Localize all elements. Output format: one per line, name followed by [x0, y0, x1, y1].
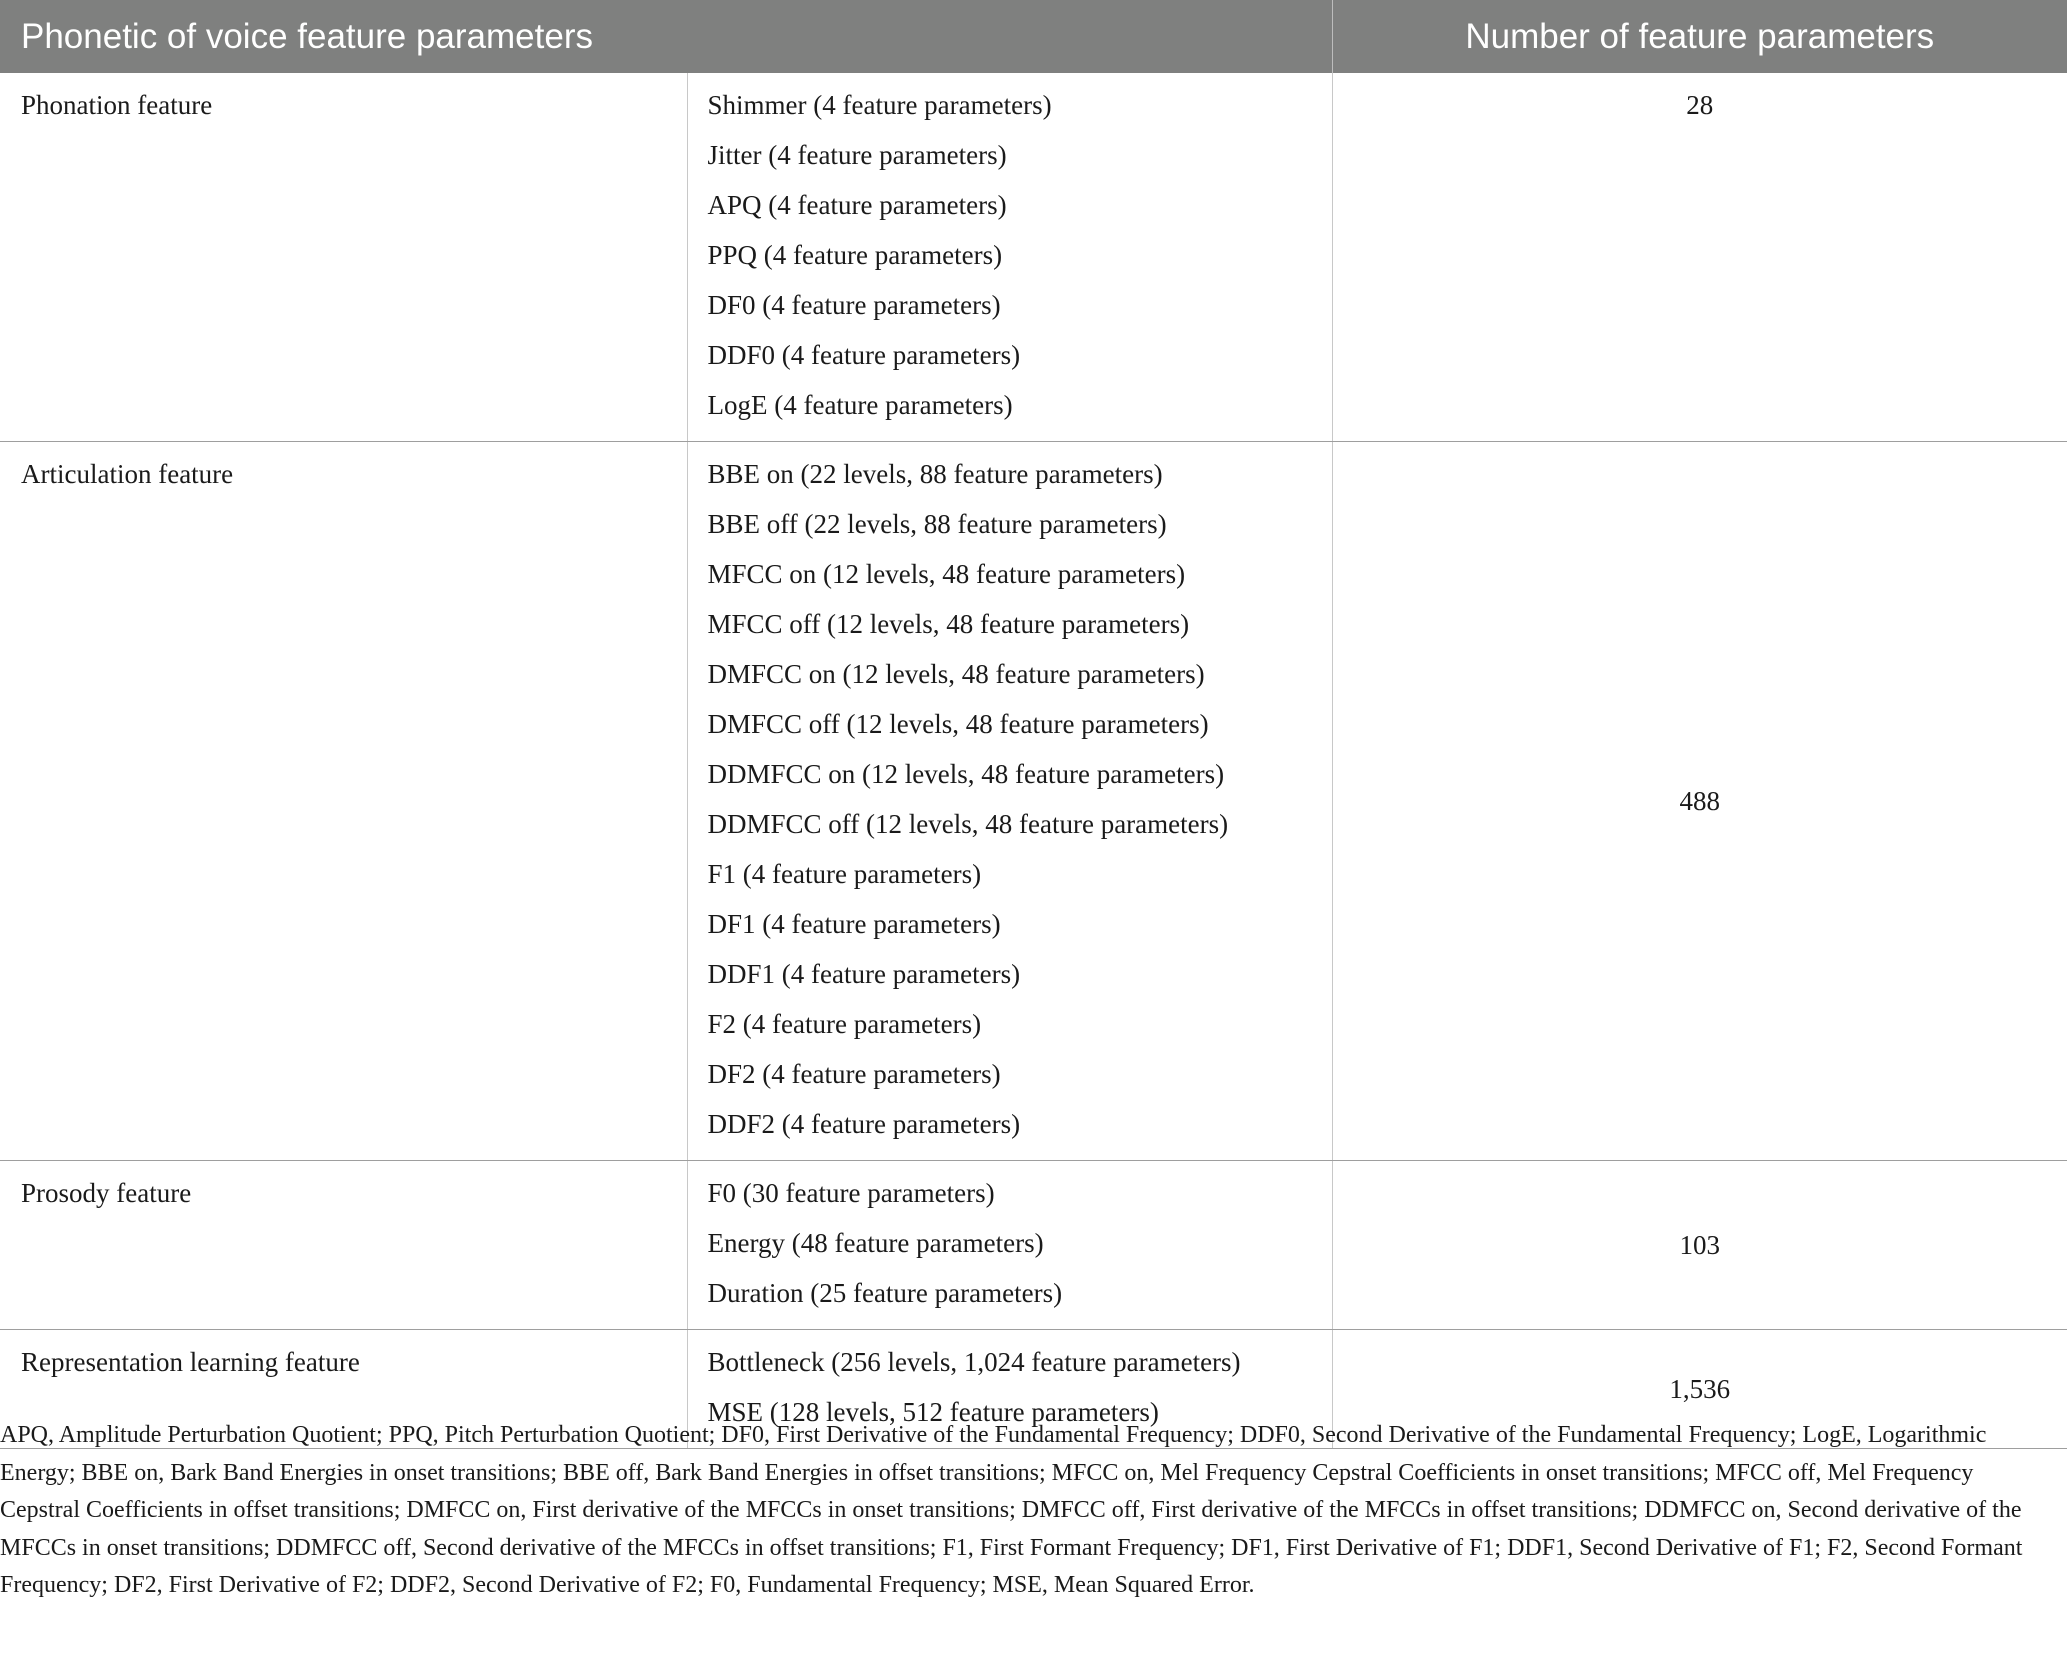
- subfeature-item: Bottleneck (256 levels, 1,024 feature parameters): [707, 1347, 1241, 1377]
- subfeature-item: Jitter (4 feature parameters): [707, 140, 1007, 170]
- subfeature-item: F0 (30 feature parameters): [707, 1178, 995, 1208]
- parameter-count: 1,536: [1669, 1374, 1731, 1404]
- count-cell: [1332, 442, 2067, 1161]
- table-footnote: APQ, Amplitude Perturbation Quotient; PPQ, Pitch Perturbation Quotient; DF0, First Derivative of the Fundamental Frequency; DDF0, Second Derivative of the Fundamental Frequency; LogE, Logarithmic Energy; BBE on, Bark Band Energies in onset transitions; BBE off, Bark Band Energies in offset transitions; MFCC on, Mel Frequency Cepstral Coefficients in onset transitions; MFCC off, Mel Frequency Cepstral Coefficients in offset transitions; DMFCC on, First derivative of the MFCCs in onset transitions; DMFCC off, First derivative of the MFCCs in offset transitions; DDMFCC on, Second derivative of the MFCCs in onset transitions; DDMFCC off, Second derivative of the MFCCs in offset transitions; F1, First Formant Frequency; DF1, First Derivative of F1; DDF1, Second Derivative of F1; F2, Second Formant Frequency; DF2, First Derivative of F2; DDF2, Second Derivative of F2; F0, Fundamental Frequency; MSE, Mean Squared Error.: [0, 1422, 2023, 1598]
- subfeature-item: DMFCC on (12 levels, 48 feature parameters): [707, 659, 1205, 689]
- subfeature-item: DDMFCC off (12 levels, 48 feature parameters): [707, 809, 1229, 839]
- subfeature-item: APQ (4 feature parameters): [707, 190, 1007, 220]
- subfeature-item: PPQ (4 feature parameters): [707, 240, 1003, 270]
- category-label: Phonation feature: [21, 90, 213, 120]
- parameter-count: 103: [1679, 1230, 1721, 1260]
- subfeature-item: Shimmer (4 feature parameters): [707, 90, 1052, 120]
- count-cell: [1332, 1161, 2067, 1330]
- subfeature-item: MFCC off (12 levels, 48 feature parameters): [707, 609, 1190, 639]
- subfeature-item: DDMFCC on (12 levels, 48 feature parameters): [707, 759, 1225, 789]
- subfeatures-cell: [687, 73, 1332, 442]
- subfeature-item: DDF0 (4 feature parameters): [707, 340, 1021, 370]
- subfeature-item: MFCC on (12 levels, 48 feature parameters): [707, 559, 1186, 589]
- subfeature-item: DF0 (4 feature parameters): [707, 290, 1001, 320]
- subfeature-item: BBE on (22 levels, 88 feature parameters): [707, 459, 1163, 489]
- header-phonetic-features: Phonetic of voice feature parameters: [0, 0, 1332, 73]
- table-row-prosody: [0, 1161, 2067, 1330]
- category-label: Articulation feature: [21, 459, 234, 489]
- category-cell: [0, 442, 687, 1161]
- subfeature-item: DMFCC off (12 levels, 48 feature parameters): [707, 709, 1209, 739]
- category-label: Representation learning feature: [21, 1347, 360, 1377]
- table-row-phonation: [0, 73, 2067, 442]
- count-cell: [1332, 73, 2067, 442]
- subfeature-item: MSE (128 levels, 512 feature parameters): [707, 1397, 1159, 1427]
- subfeature-item: BBE off (22 levels, 88 feature parameters): [707, 509, 1167, 539]
- subfeature-item: DF2 (4 feature parameters): [707, 1059, 1001, 1089]
- subfeature-item: Energy (48 feature parameters): [707, 1228, 1044, 1258]
- category-label: Prosody feature: [21, 1178, 192, 1208]
- subfeature-item: Duration (25 feature parameters): [707, 1278, 1063, 1308]
- table-row-articulation: [0, 442, 2067, 1161]
- category-cell: [0, 1161, 687, 1330]
- subfeature-item: DDF2 (4 feature parameters): [707, 1109, 1021, 1139]
- category-cell: [0, 73, 687, 442]
- subfeatures-cell: [687, 1161, 1332, 1330]
- subfeature-item: DF1 (4 feature parameters): [707, 909, 1001, 939]
- table-header-row: [0, 0, 2067, 73]
- subfeature-item: DDF1 (4 feature parameters): [707, 959, 1021, 989]
- parameter-count: 488: [1679, 786, 1721, 816]
- subfeature-item: LogE (4 feature parameters): [707, 390, 1013, 420]
- parameter-count: 28: [1686, 90, 1714, 120]
- subfeature-item: F2 (4 feature parameters): [707, 1009, 982, 1039]
- subfeatures-cell: [687, 442, 1332, 1161]
- header-number-of-parameters: Number of feature parameters: [1332, 0, 2067, 73]
- subfeature-item: F1 (4 feature parameters): [707, 859, 982, 889]
